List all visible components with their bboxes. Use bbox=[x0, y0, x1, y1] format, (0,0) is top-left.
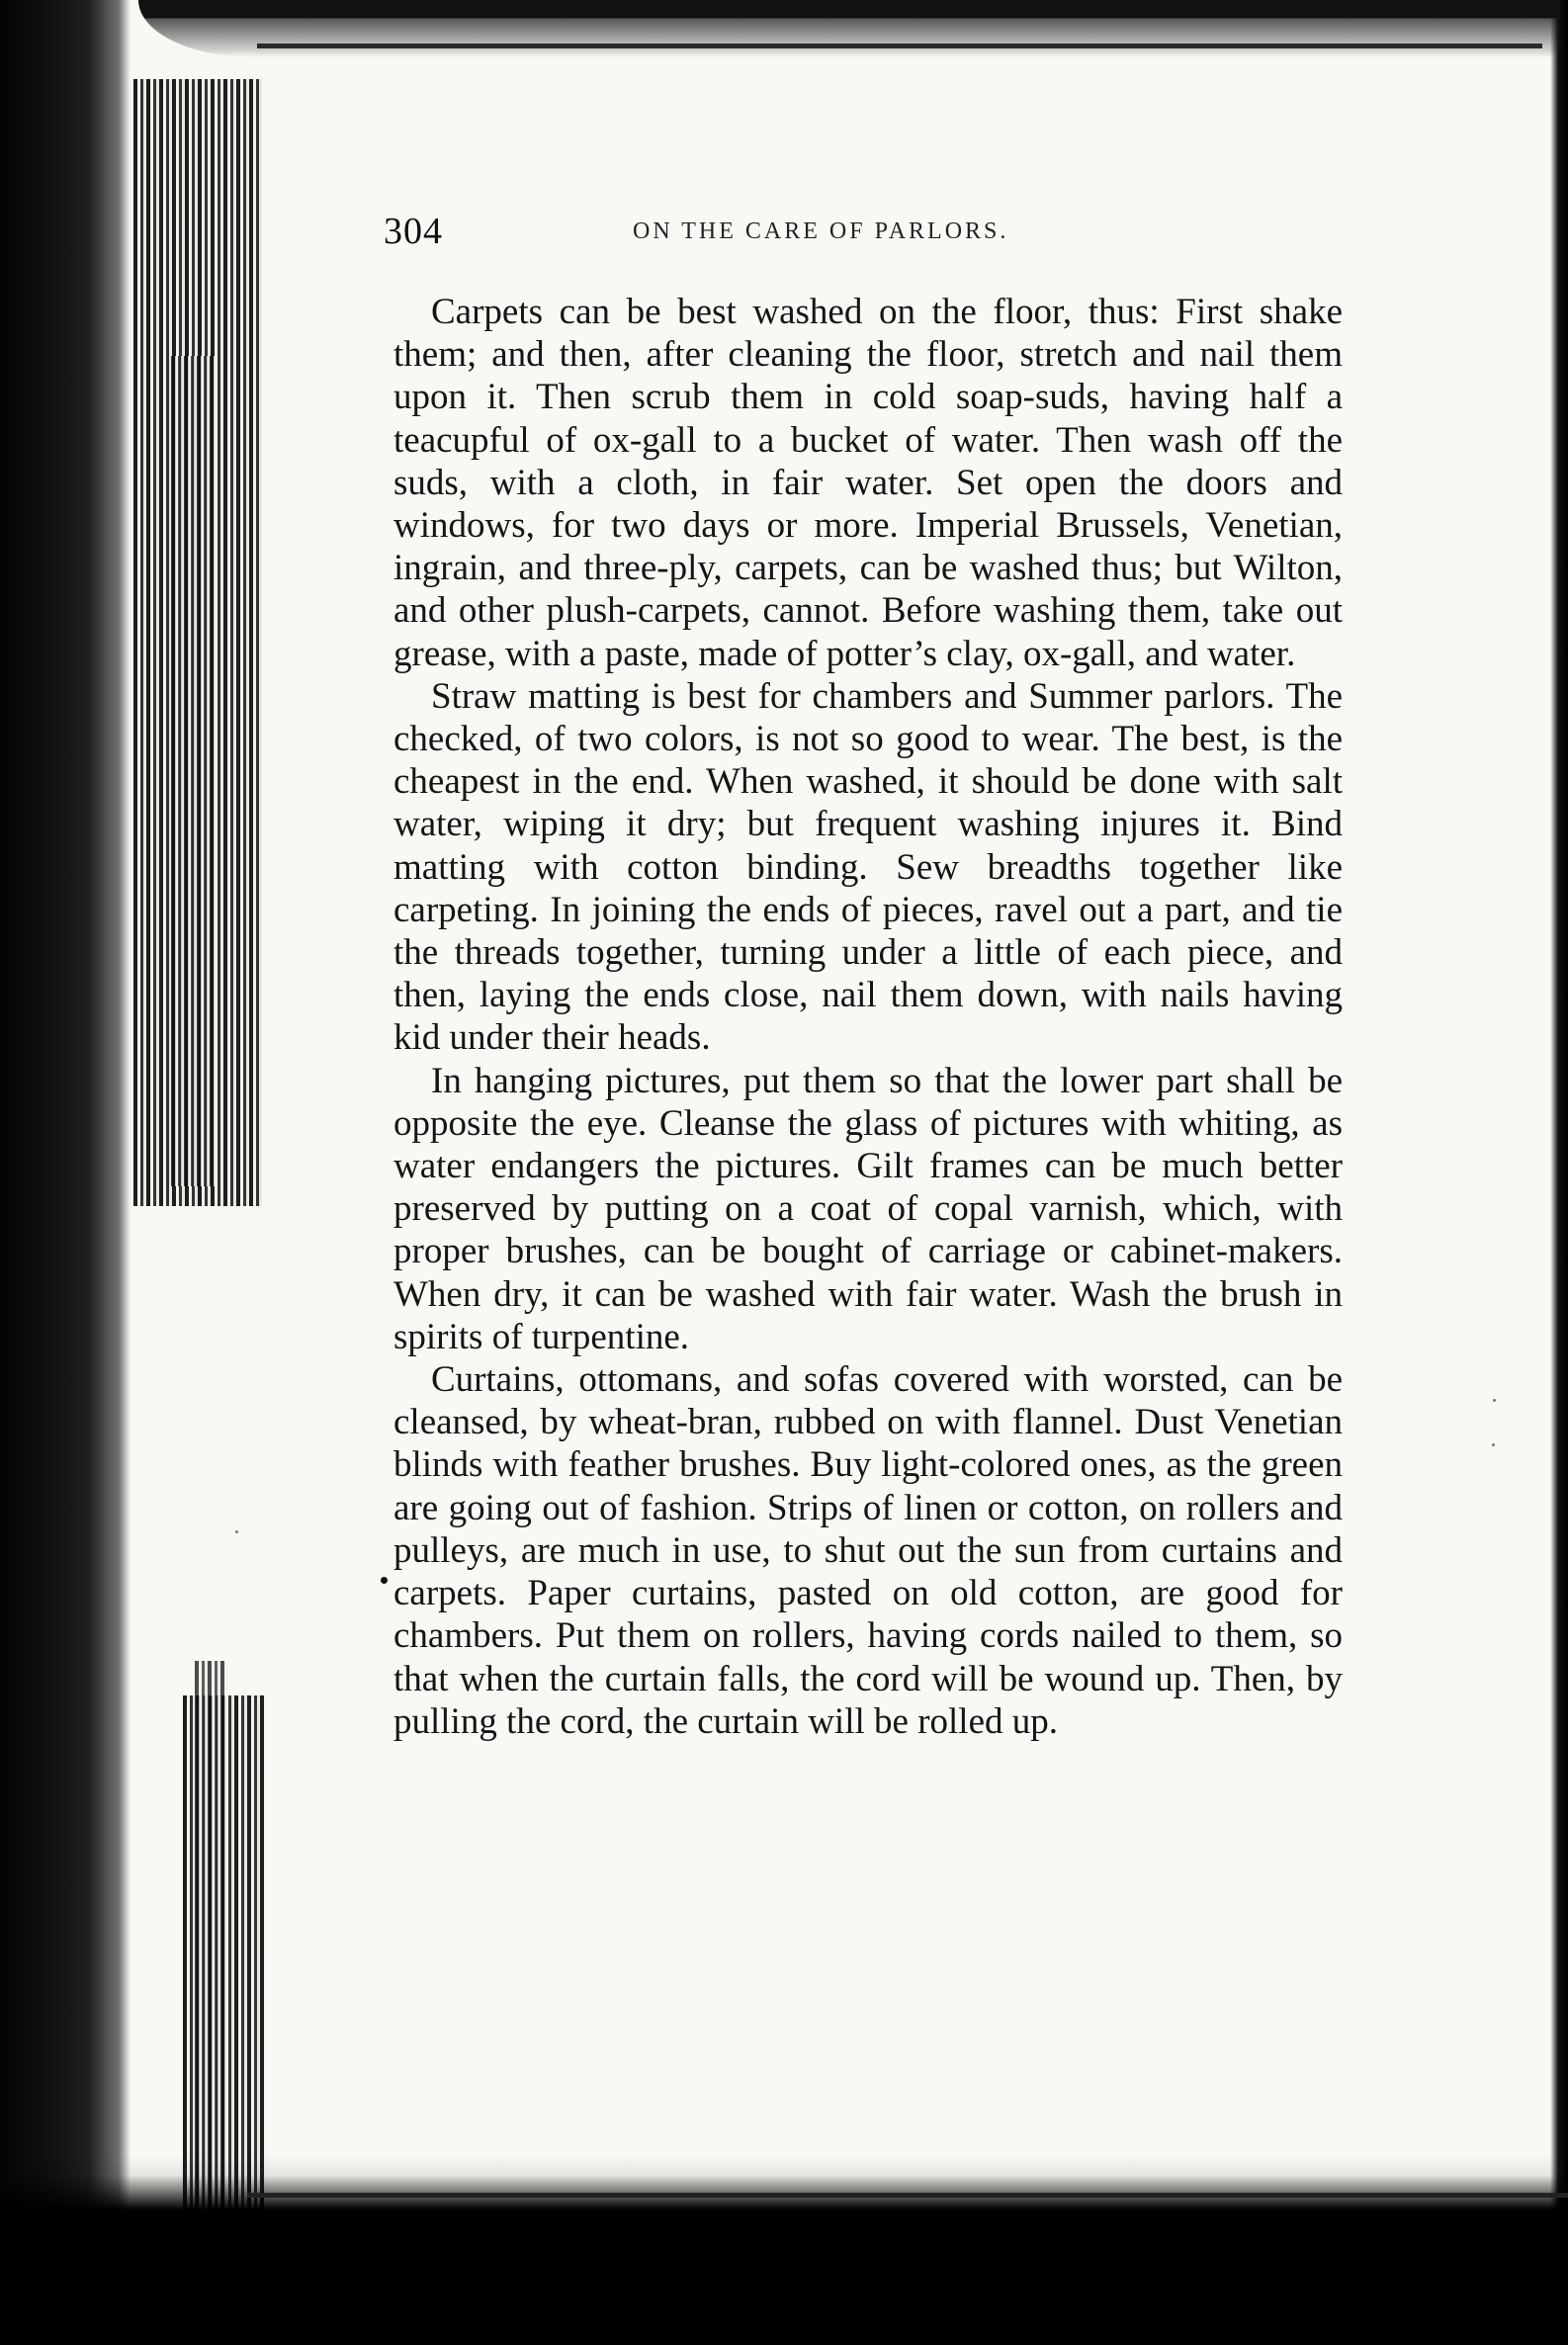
top-page-rule bbox=[257, 43, 1542, 48]
left-scan-shadow bbox=[0, 0, 131, 2345]
print-speck bbox=[235, 1530, 238, 1533]
body-text bbox=[393, 291, 1343, 1853]
top-scan-shadow bbox=[138, 0, 1568, 57]
binding-shadow-upper-inner bbox=[171, 356, 217, 1186]
paragraph-straw-matting: Straw matting is best for chambers and Summer parlors. The checked, of two colors, is not so good to wear. The best, is the cheapest in the end. When washed, it should be done with salt water, wiping it dry; but frequent washing injures it. Bind matting with cotton binding. Sew breadths together like carpeting. In joining the ends of pieces, ravel out a part, and tie the threads together, turning under a little of each piece, and then, laying the ends close, nail them down, with nails having kid under their heads. bbox=[393, 675, 1343, 1059]
paragraph-carpets: Carpets can be best washed on the floor, thus: First shake them; and then, after cleaning the floor, stretch and nail them upon it. Then scrub them in cold soap-suds, having half a teacupful of ox-gall to a bucket of water. Then wash off the suds, with a cloth, in fair water. Set open the doors and windows, for two days or more. Imperial Brussels, Venetian, ingrain, and three-ply, carpets, can be washed thus; but Wilton, and other plush-carpets, cannot. Before washing them, take out grease, with a paste, made of potter’s clay, ox-gall, and water. bbox=[393, 292, 1343, 674]
page-number: 304 bbox=[384, 211, 443, 252]
binding-shadow-lower-inner bbox=[195, 1661, 227, 2215]
bottom-page-rule bbox=[247, 2193, 1568, 2198]
print-speck bbox=[1492, 1443, 1495, 1446]
running-head: ON THE CARE OF PARLORS. bbox=[633, 218, 1009, 244]
bottom-scan-shadow bbox=[0, 2155, 1568, 2345]
page-header bbox=[384, 210, 1313, 257]
print-speck bbox=[381, 1577, 388, 1584]
paragraph-hanging-pictures: In hanging pictures, put them so that the lower part shall be opposite the eye. Cleanse the glass of pictures with whiting, as water endangers the pictures. Gilt frames can be much better preserved by putting on a coat of copal varnish, which, with proper brushes, can be bought of carriage or cabinet-makers. When dry, it can be washed with fair water. Wash the brush in spirits of turpentine. bbox=[393, 1060, 1343, 1357]
print-speck bbox=[1493, 1399, 1496, 1402]
right-scan-shadow bbox=[1550, 0, 1568, 2345]
paragraph-curtains: Curtains, ottomans, and sofas covered with worsted, can be cleansed, by wheat-bran, rubbed on with flannel. Dust Venetian blinds with feather brushes. Buy light-colored ones, as the green are going out of fashion. Strips of linen or cotton, on rollers and pulleys, are much in use, to shut out the sun from curtains and carpets. Paper curtains, pasted on old cotton, are good for chambers. Put them on rollers, having cords nailed to them, so that when the curtain falls, the cord will be wound up. Then, by pulling the cord, the curtain will be rolled up. bbox=[393, 1359, 1343, 1742]
